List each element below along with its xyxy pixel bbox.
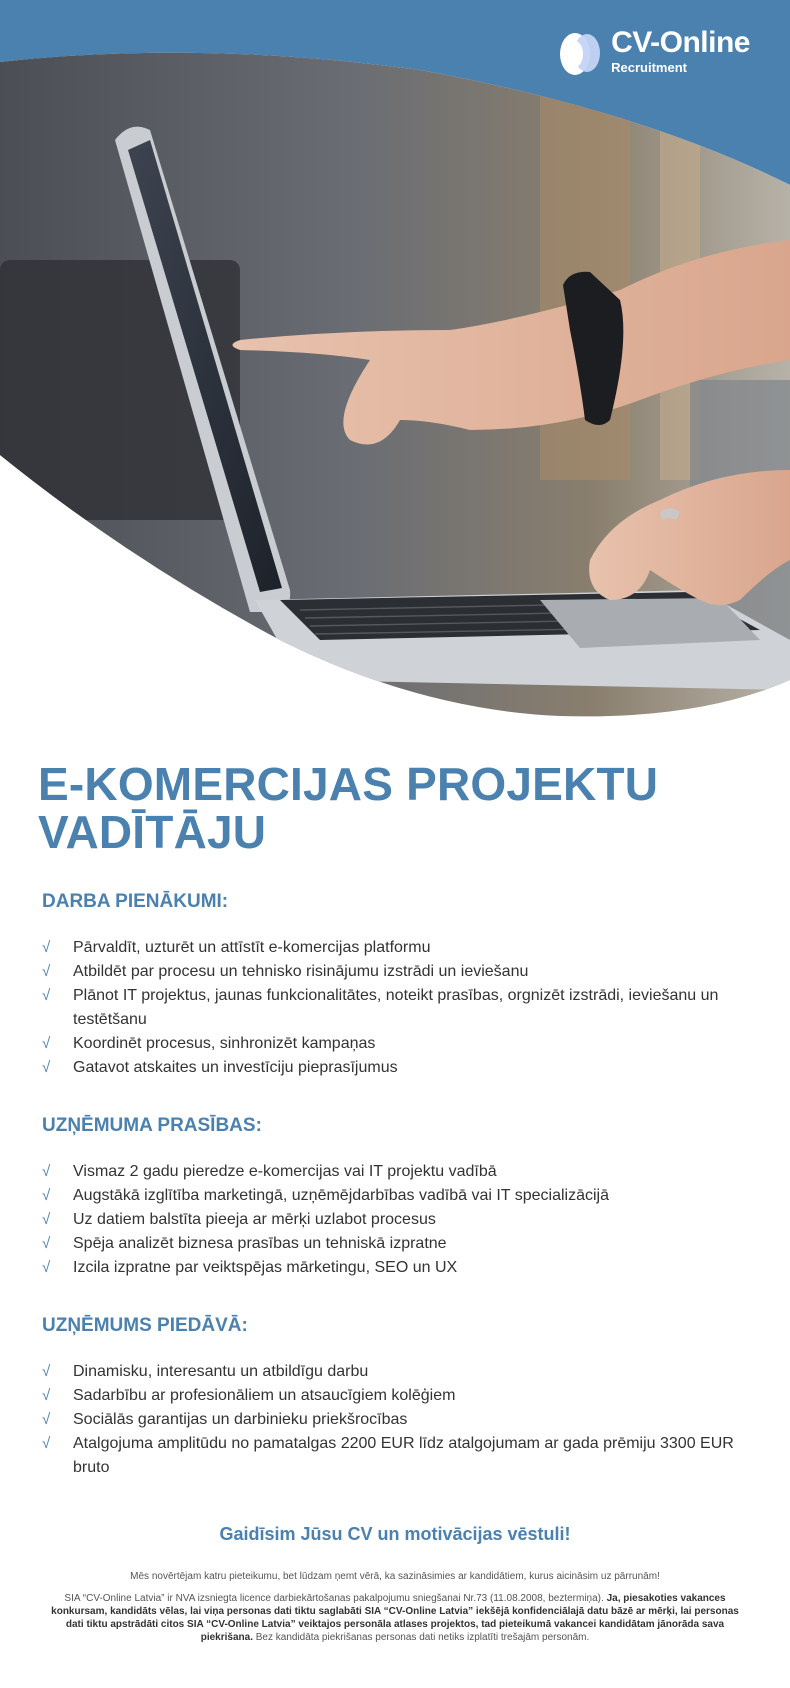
section-offer [42, 1314, 762, 1480]
list-item: √ Dinamisku, interesantu un atbildīgu darbu [42, 1360, 762, 1384]
check-icon: √ [42, 963, 51, 980]
list-item: √ Uz datiem balstīta pieeja ar mērķi uzlabot procesus [42, 1208, 762, 1232]
list-item: √ Atalgojuma amplitūdu no pamatalgas 2200 EUR līdz atalgojumam ar gada prēmiju 3300 EUR bruto [42, 1432, 762, 1480]
hero-banner [0, 0, 790, 730]
brand-tagline: Recruitment [611, 60, 687, 75]
list-item: √ Koordinēt procesus, sinhronizēt kampaņas [42, 1032, 762, 1056]
check-icon: √ [42, 939, 51, 956]
check-icon: √ [42, 1387, 51, 1404]
list-item: √ Gatavot atskaites un investīciju pieprasījumus [42, 1056, 762, 1080]
check-icon: √ [42, 987, 51, 1004]
check-icon: √ [42, 1435, 51, 1452]
section-requirements [42, 1114, 762, 1280]
legal-disclaimer: SIA “CV-Online Latvia” ir NVA izsniegta licence darbiekārtošanas pakalpojumu sniegšanai Nr.73 (11.08.2008, beztermiņa). Ja, piesakoties vakances konkursam, kandidāts vēlas, lai viņa personas dati tiktu saglabāti SIA “CV-Online Latvia” iekšējā konfidenciālajā datu bāzē ar mērķi, lai personas dati tiktu apstrādāti citos SIA “CV-Online Latvia” veiktajos personāla atlases projektos, tad pieteikumā vakancei kandidātam jānorāda sava piekrišana. Bez kandidāta piekrišanas personas dati netiks izplatīti trešajām personām. [51, 1593, 739, 1643]
cv-online-logo-icon [557, 28, 605, 78]
check-icon: √ [42, 1411, 51, 1428]
check-icon: √ [42, 1211, 51, 1228]
brand-logo [557, 28, 750, 78]
job-ad-content [0, 760, 790, 1644]
list-item: √ Izcila izpratne par veiktspējas mārketingu, SEO un UX [42, 1256, 762, 1280]
call-to-action: Gaidīsim Jūsu CV un motivācijas vēstuli! [219, 1524, 571, 1544]
section-heading: UZŅĒMUMS PIEDĀVĀ: [42, 1315, 248, 1336]
list-item: √ Sociālās garantijas un darbinieku priekšrocības [42, 1408, 762, 1432]
section-heading: DARBA PIENĀKUMI: [42, 891, 229, 912]
screening-note: Mēs novērtējam katru pieteikumu, bet lūdzam ņemt vērā, ka sazināsimies ar kandidātiem, kurus aicināsim uz pārrunām! [130, 1571, 660, 1582]
list-item: √ Sadarbību ar profesionāliem un atsaucīgiem kolēģiem [42, 1384, 762, 1408]
hero-photo [0, 0, 790, 730]
check-icon: √ [42, 1187, 51, 1204]
brand-name: CV-Online [611, 26, 750, 59]
offer-list [42, 1360, 762, 1480]
list-item: √ Spēja analizēt biznesa prasības un tehniskā izpratne [42, 1232, 762, 1256]
check-icon: √ [42, 1235, 51, 1252]
check-icon: √ [42, 1163, 51, 1180]
list-item: √ Vismaz 2 gadu pieredze e-komercijas vai IT projektu vadībā [42, 1160, 762, 1184]
list-item: √ Atbildēt par procesu un tehnisko risinājumu izstrādi un ieviešanu [42, 960, 762, 984]
check-icon: √ [42, 1035, 51, 1052]
requirements-list [42, 1160, 762, 1280]
list-item: √ Pārvaldīt, uzturēt un attīstīt e-komercijas platformu [42, 936, 762, 960]
job-title: E-KOMERCIJAS PROJEKTU VADĪTĀJU [38, 758, 659, 858]
check-icon: √ [42, 1259, 51, 1276]
list-item: √ Plānot IT projektus, jaunas funkcionalitātes, noteikt prasības, orgnizēt izstrādi, ieviešanu un testētšanu [42, 984, 762, 1032]
responsibilities-list [42, 936, 762, 1080]
check-icon: √ [42, 1059, 51, 1076]
check-icon: √ [42, 1363, 51, 1380]
section-heading: UZŅĒMUMA PRASĪBAS: [42, 1115, 262, 1136]
section-responsibilities [42, 890, 762, 1080]
list-item: √ Augstākā izglītība marketingā, uzņēmējdarbības vadībā vai IT specializācijā [42, 1184, 762, 1208]
